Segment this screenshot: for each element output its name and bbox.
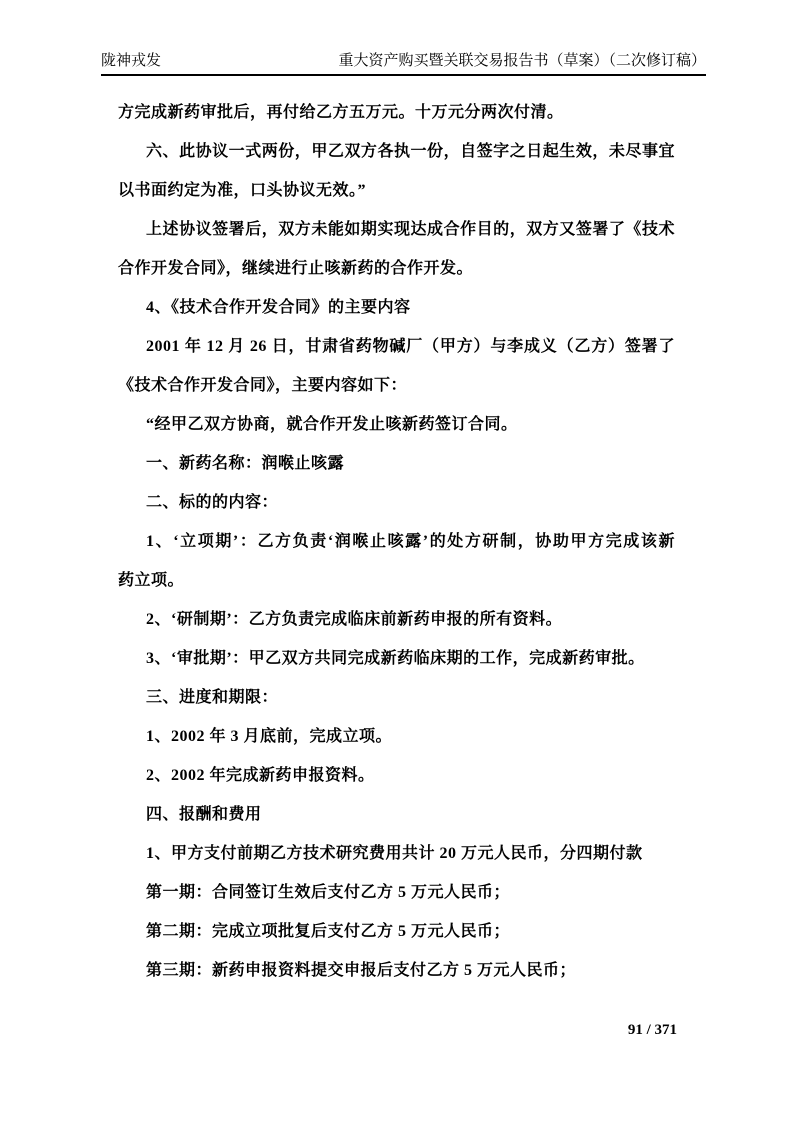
text-line: 合作开发合同》，继续进行止咳新药的合作开发。 xyxy=(118,260,474,277)
text-line: 2、2002 年完成新药申报资料。 xyxy=(146,767,375,784)
text-line: 2、‘研制期’：乙方负责完成临床前新药申报的所有资料。 xyxy=(146,611,563,628)
header-report-title: 重大资产购买暨关联交易报告书（草案）（二次修订稿） xyxy=(338,53,706,69)
page-header xyxy=(101,52,706,76)
text-line: 三、进度和期限： xyxy=(146,689,279,706)
text-line: 一、新药名称：润喉止咳露 xyxy=(146,455,345,472)
text-line: “经甲乙双方协商，就合作开发止咳新药签订合同。 xyxy=(146,416,518,433)
header-company-name: 陇神戎发 xyxy=(101,53,162,69)
text-line: 3、‘审批期’：甲乙双方共同完成新药临床期的工作，完成新药审批。 xyxy=(146,650,645,667)
text-line: 1、2002 年 3 月底前，完成立项。 xyxy=(146,728,393,745)
text-line: 方完成新药审批后，再付给乙方五万元。十万元分两次付清。 xyxy=(118,104,564,121)
text-line: 四、报酬和费用 xyxy=(146,806,262,823)
text-line: 第三期：新药申报资料提交申报后支付乙方 5 万元人民币； xyxy=(146,962,577,979)
text-line: 第一期：合同签订生效后支付乙方 5 万元人民币； xyxy=(146,884,511,901)
text-line: 以书面约定为准，口头协议无效。” xyxy=(118,182,367,199)
text-line: 2001 年 12 月 26 日，甘肃省药物碱厂（甲方）与李成义（乙方）签署了 xyxy=(146,338,675,355)
text-line: 药立项。 xyxy=(118,572,185,589)
text-line: 1、‘立项期’：乙方负责‘润喉止咳露’的处方研制，协助甲方完成该新 xyxy=(146,533,675,550)
text-line: 1、甲方支付前期乙方技术研究费用共计 20 万元人民币，分四期付款 xyxy=(146,845,643,862)
page-footer xyxy=(628,1020,677,1040)
text-line: 第二期：完成立项批复后支付乙方 5 万元人民币； xyxy=(146,923,511,940)
text-line: 六、此协议一式两份，甲乙双方各执一份，自签字之日起生效，未尽事宜 xyxy=(146,143,675,160)
text-line: 二、标的的内容： xyxy=(146,494,279,511)
document-body xyxy=(118,93,675,990)
text-line: 上述协议签署后，双方未能如期实现达成合作目的，双方又签署了《技术 xyxy=(146,221,675,238)
text-line: 《技术合作开发合同》，主要内容如下： xyxy=(118,377,408,394)
page-number: 91 / 371 xyxy=(627,1022,677,1038)
text-line: 4、《技术合作开发合同》的主要内容 xyxy=(146,299,411,316)
